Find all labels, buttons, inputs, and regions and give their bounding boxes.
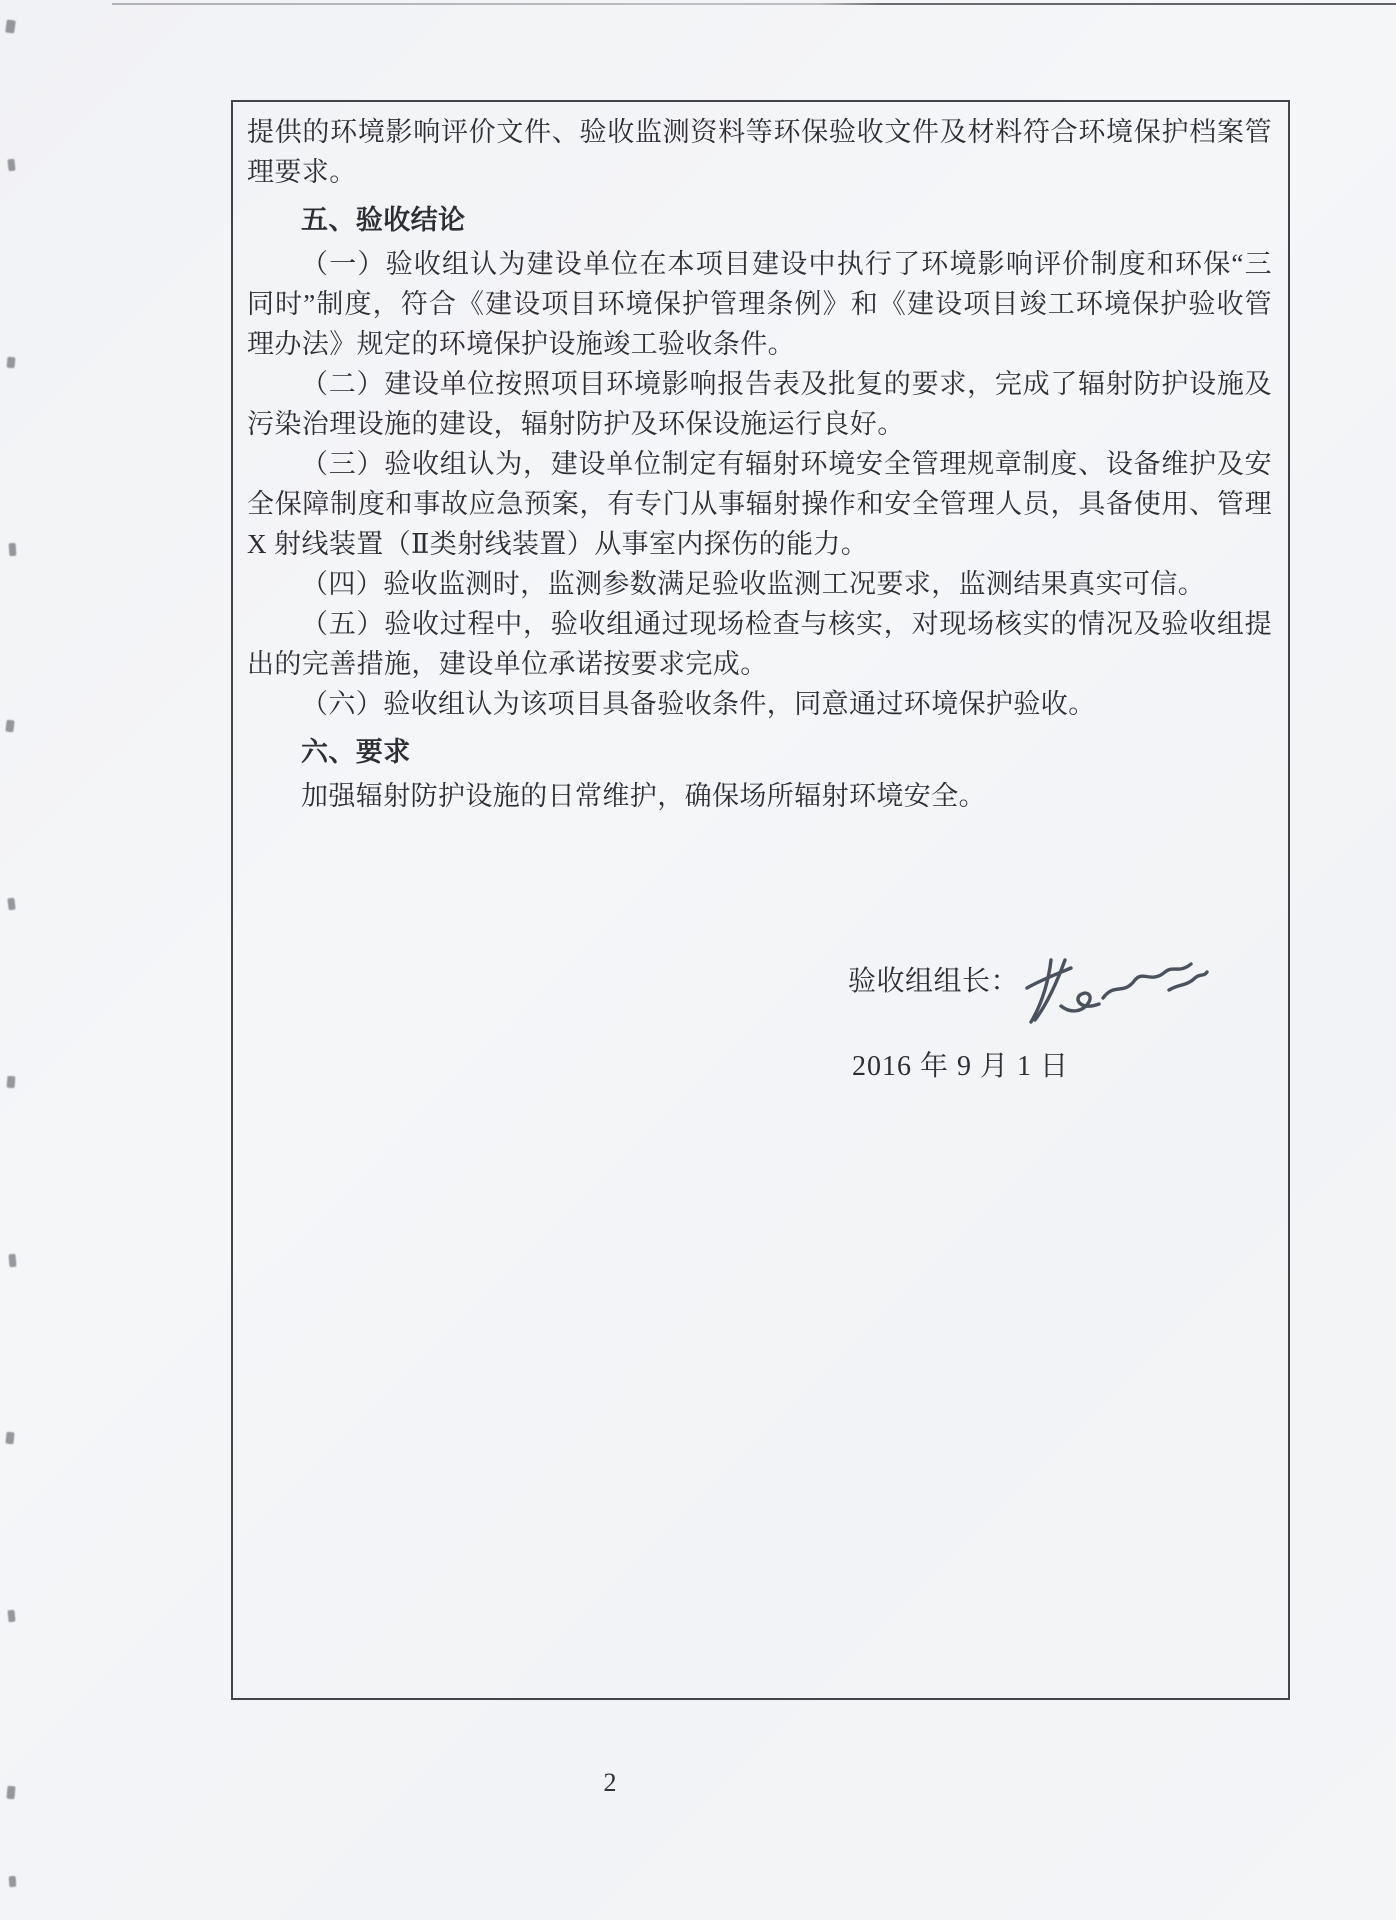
signature-date: 2016 年 9 月 1 日	[852, 1051, 1070, 1082]
scan-artifact	[9, 1876, 17, 1887]
scan-artifact	[7, 1076, 16, 1089]
signature-label: 验收组组长：	[848, 966, 1020, 997]
scan-artifact	[5, 1432, 14, 1445]
scan-artifact	[5, 720, 14, 733]
section-heading-requirement: 六、要求	[301, 737, 411, 767]
signature-handwriting	[1021, 950, 1211, 1038]
scan-artifact	[7, 159, 15, 172]
paragraph-item-4: （四）验收监测时，监测参数满足验收监测工况要求，监测结果真实可信。	[301, 569, 1206, 599]
paragraph-item-2: （二）建设单位按照项目环境影响报告表及批复的要求，完成了辐射防护设施及污染治理设施的建设，辐射防护及环保设施运行良好。	[247, 369, 1272, 439]
scan-artifact	[7, 898, 15, 911]
scan-artifact	[8, 1254, 16, 1268]
paragraph-item-6: （六）验收组认为该项目具备验收条件，同意通过环境保护验收。	[301, 689, 1096, 719]
scan-artifact	[9, 543, 17, 556]
paragraph-item-1: （一）验收组认为建设单位在本项目建设中执行了环境影响评价制度和环保“三同时”制度，符合《建设项目环境保护管理条例》和《建设项目竣工环境保护验收管理办法》规定的环境保护设施竣工验收条件。	[247, 249, 1272, 359]
scan-artifact	[6, 1786, 15, 1800]
paragraph-continuation: 提供的环境影响评价文件、验收监测资料等环保验收文件及材料符合环境保护档案管理要求。	[247, 117, 1272, 187]
scan-artifact	[5, 19, 16, 33]
scan-artifact	[7, 1610, 15, 1623]
scan-artifact	[7, 357, 16, 369]
scan-artifact	[112, 3, 1396, 5]
paragraph-requirement: 加强辐射防护设施的日常维护，确保场所辐射环境安全。	[301, 781, 986, 811]
paragraph-item-3: （三）验收组认为，建设单位制定有辐射环境安全管理规章制度、设备维护及安全保障制度和事故应急预案，有专门从事辐射操作和安全管理人员，具备使用、管理 X 射线装置（Ⅱ类射线装置）从事室内探伤的能力。	[247, 449, 1272, 559]
page-number: 2	[603, 1768, 617, 1797]
paragraph-item-5: （五）验收过程中，验收组通过现场检查与核实，对现场核实的情况及验收组提出的完善措施，建设单位承诺按要求完成。	[247, 609, 1272, 679]
document-border-box	[231, 100, 1290, 1700]
signature-row	[848, 962, 1211, 1038]
section-heading-conclusion: 五、验收结论	[301, 205, 466, 235]
